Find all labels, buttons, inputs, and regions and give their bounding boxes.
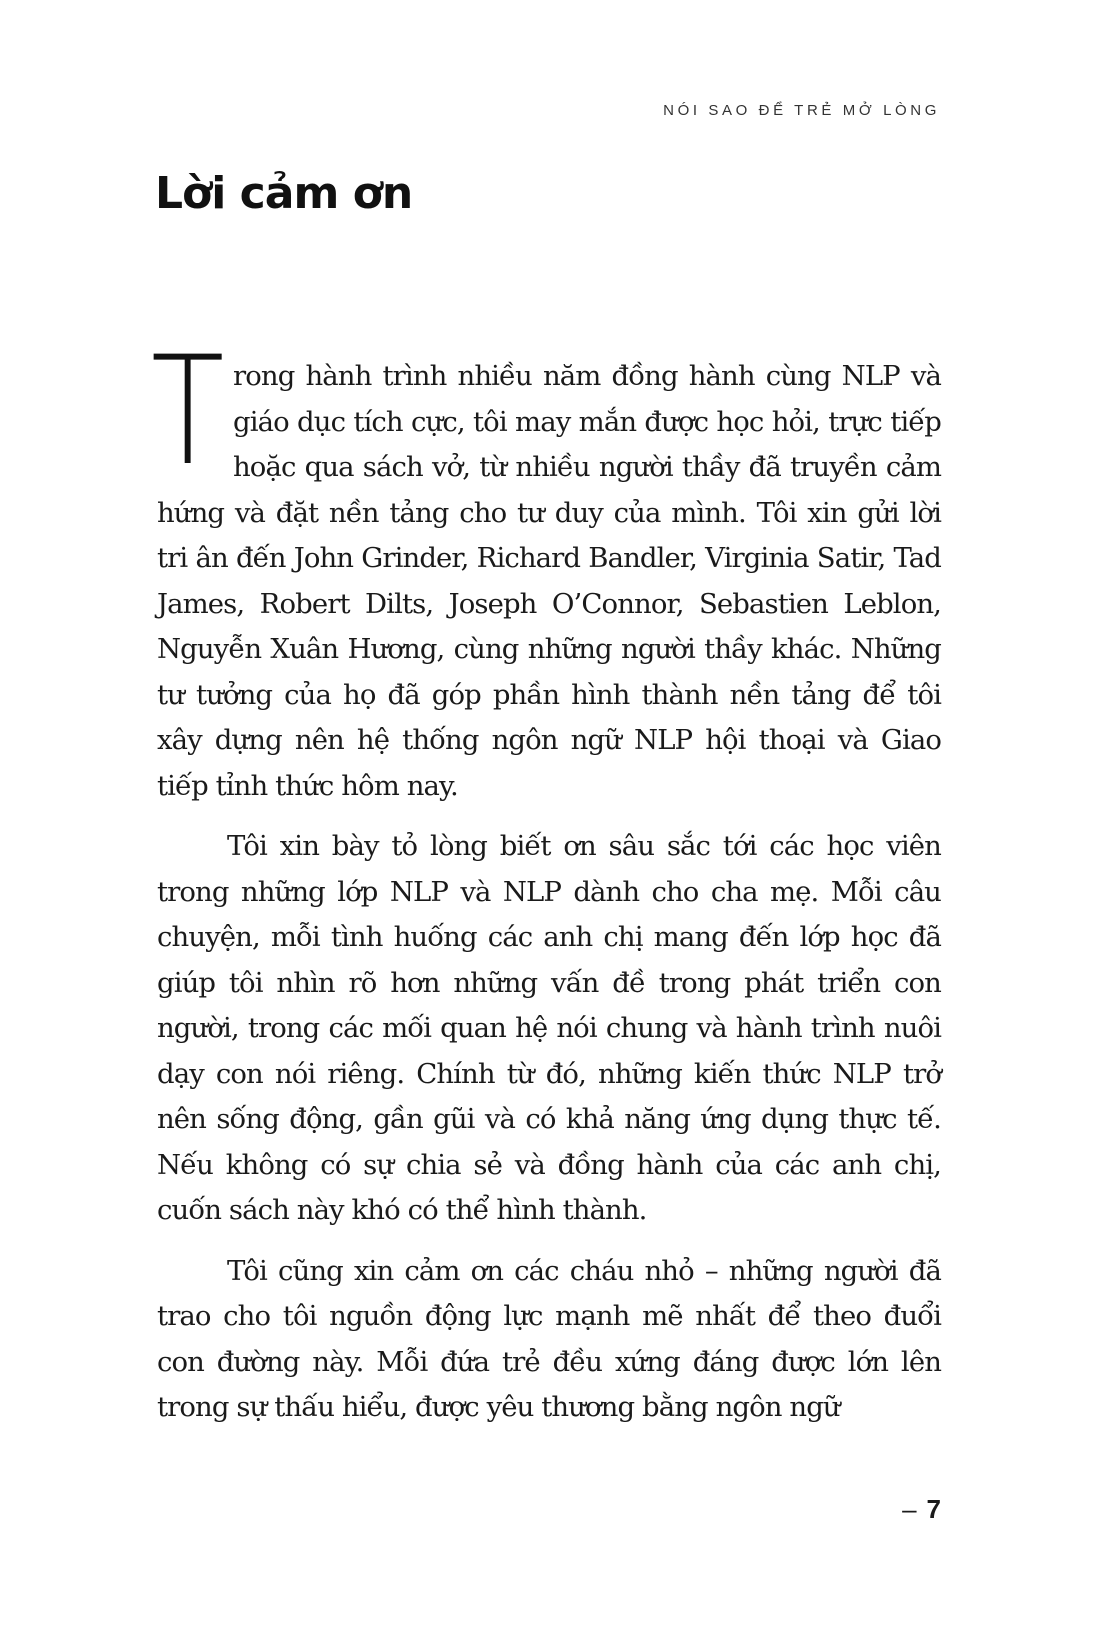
paragraph-1-text: rong hành trình nhiều năm đồng hành cùng NLP và giáo dục tích cực, tôi may mắn được học hỏi, trực tiếp hoặc qua sách vở, từ nhiều người thầy đã truyền cảm hứng và đặt nền tảng cho tư duy của mình. Tôi xin gửi lời tri ân đến John Grinder, Richard Bandler, Virginia Satir, Tad James, Robert Dilts, Joseph O’Connor, Sebastien Leblon, Nguyễn Xuân Hương, cùng những người thầy khác. Những tư tưởng của họ đã góp phần hình thành nền tảng để tôi xây dựng nên hệ thống ngôn ngữ NLP hội thoại và Giao tiếp tỉnh thức hôm nay. (157, 360, 941, 802)
page-number (902, 1494, 941, 1525)
page-number-dash: – (902, 1494, 917, 1524)
paragraph-2: Tôi xin bày tỏ lòng biết ơn sâu sắc tới các học viên trong những lớp NLP và NLP dành cho cha mẹ. Mỗi câu chuyện, mỗi tình huống các anh chị mang đến lớp học đã giúp tôi nhìn rõ hơn những vấn đề trong phát triển con người, trong các mối quan hệ nói chung và hành trình nuôi dạy con nói riêng. Chính từ đó, những kiến thức NLP trở nên sống động, gần gũi và có khả năng ứng dụng thực tế. Nếu không có sự chia sẻ và đồng hành của các anh chị, cuốn sách này khó có thể hình thành. (157, 830, 941, 1226)
page-number-value: 7 (926, 1494, 941, 1524)
drop-cap: T (151, 325, 224, 499)
paragraph-1 (151, 325, 941, 809)
body-text (151, 325, 941, 1446)
paragraph-3: Tôi cũng xin cảm ơn các cháu nhỏ – những người đã trao cho tôi nguồn động lực mạnh mẽ nhất để theo đuổi con đường này. Mỗi đứa trẻ đều xứng đáng được lớn lên trong sự thấu hiểu, được yêu thương bằng ngôn ngữ (157, 1254, 941, 1423)
running-header: NÓI SAO ĐỂ TRẺ MỞ LÒNG (663, 102, 940, 119)
chapter-title: Lời cảm ơn (155, 168, 413, 219)
